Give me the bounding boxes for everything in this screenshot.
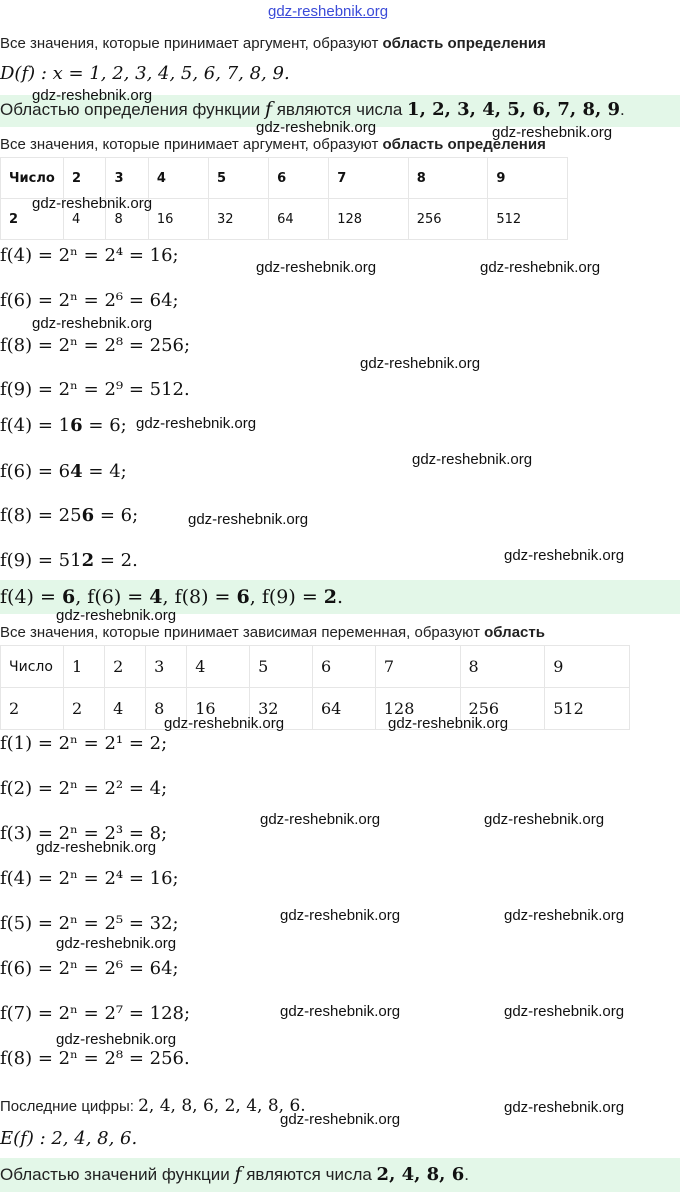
ans-bold: 6 [236, 586, 250, 608]
ans-bold: 4 [149, 586, 163, 608]
last-digits-line [0, 1096, 306, 1116]
range-answer [0, 1163, 469, 1185]
calc-line: f(9) = 2ⁿ = 2⁹ = 512. [0, 379, 190, 400]
watermark: gdz-reshebnik.org [32, 315, 153, 332]
table-cell: 64 [312, 688, 375, 730]
watermark: gdz-reshebnik.org [188, 511, 309, 528]
watermark: gdz-reshebnik.org [260, 811, 381, 828]
table-cell: 4 [64, 199, 106, 240]
ans-sep: , [162, 586, 175, 608]
table-header-row [1, 646, 630, 688]
table-cell: Число [1, 158, 64, 199]
ld-bold: 2 [81, 550, 95, 571]
table-cell: 16 [187, 688, 250, 730]
ans-pre: f(4) = [0, 586, 62, 608]
last-digit-line [0, 550, 138, 571]
answer-end: . [464, 1165, 469, 1184]
ans-sep: , [249, 586, 262, 608]
calc-line: f(4) = 2ⁿ = 2⁴ = 16; [0, 245, 179, 266]
calc-line: f(6) = 2ⁿ = 2⁶ = 64; [0, 958, 179, 979]
answer-text: Областью значений функции [0, 1165, 235, 1184]
table-cell: 64 [269, 199, 329, 240]
watermark: gdz-reshebnik.org [36, 839, 157, 856]
ld-post: = 2. [94, 550, 138, 571]
table-row [1, 688, 630, 730]
table-cell: 4 [105, 688, 146, 730]
watermark: gdz-reshebnik.org [360, 355, 481, 372]
ans-bold: 6 [61, 586, 76, 608]
calc-line: f(8) = 2ⁿ = 2⁸ = 256; [0, 335, 191, 356]
watermark: gdz-reshebnik.org [484, 811, 605, 828]
watermark: gdz-reshebnik.org [56, 1031, 177, 1048]
watermark: gdz-reshebnik.org [56, 607, 177, 624]
intro-bold: область определения [382, 136, 546, 153]
ld-post: = 6; [94, 505, 139, 526]
watermark: gdz-reshebnik.org [32, 195, 153, 212]
ans-sep: . [337, 586, 344, 608]
table-cell: 128 [329, 199, 409, 240]
intro-text: Все значения, которые принимает аргумент, образуют [0, 35, 383, 52]
table-cell: 9 [545, 646, 630, 688]
table-cell: 512 [488, 199, 568, 240]
table-cell: 2 [64, 158, 106, 199]
calc-line: f(2) = 2ⁿ = 2² = 4; [0, 778, 168, 799]
ans-pre: f(9) = [261, 586, 324, 608]
table-cell: 2 [1, 199, 64, 240]
table-cell: 5 [250, 646, 313, 688]
table-cell: 512 [545, 688, 630, 730]
ans-bold: 2 [323, 586, 338, 608]
last-digit-line [0, 505, 138, 526]
table-cell: 256 [408, 199, 488, 240]
table-header-row [1, 158, 568, 199]
table-cell: 3 [106, 158, 148, 199]
ld-bold: 4 [70, 461, 83, 482]
watermark: gdz-reshebnik.org [504, 547, 625, 564]
table-cell: 3 [146, 646, 187, 688]
table-cell: 2 [64, 688, 105, 730]
ans-pre: f(8) = [174, 586, 237, 608]
watermark: gdz-reshebnik.org [388, 715, 509, 732]
section3-intro [0, 624, 545, 641]
values-answer [0, 586, 343, 608]
ld-bold: 6 [81, 505, 95, 526]
table-cell: 128 [375, 688, 460, 730]
answer-f: f [234, 1163, 242, 1185]
domain-formula: D(f) : x = 1, 2, 3, 4, 5, 6, 7, 8, 9. [0, 63, 290, 84]
watermark: gdz-reshebnik.org [492, 124, 613, 141]
ld-pre: f(4) = 1 [0, 415, 71, 436]
watermark: gdz-reshebnik.org [280, 1003, 401, 1020]
intro-bold: область определения [382, 35, 546, 52]
answer-mid: являются числа [241, 1165, 377, 1184]
calc-line: f(1) = 2ⁿ = 2¹ = 2; [0, 733, 168, 754]
ld-post: = 6; [82, 415, 127, 436]
section2-intro [0, 136, 546, 153]
last-digit-line [0, 461, 127, 482]
intro-text: Все значения, которые принимает аргумент, образуют [0, 136, 383, 153]
answer-numbers: 2, 4, 8, 6 [376, 1164, 465, 1185]
table-cell: Число [1, 646, 64, 688]
ld-pre: f(8) = 25 [0, 505, 82, 526]
table-cell: 7 [375, 646, 460, 688]
watermark: gdz-reshebnik.org [504, 1099, 625, 1116]
digits-label: Последние цифры: [0, 1098, 139, 1115]
watermark: gdz-reshebnik.org [56, 935, 177, 952]
intro-text: Все значения, которые принимает зависимая переменная, образуют [0, 624, 485, 641]
answer-numbers: 1, 2, 3, 4, 5, 6, 7, 8, 9 [407, 99, 621, 120]
ld-pre: f(9) = 51 [0, 550, 82, 571]
table-cell: 5 [209, 158, 269, 199]
answer-text: Областью определения функции [0, 100, 265, 119]
answer-f: f [264, 98, 272, 120]
digits-values: 2, 4, 8, 6, 2, 4, 8, 6. [138, 1096, 306, 1116]
calc-line: f(3) = 2ⁿ = 2³ = 8; [0, 823, 168, 844]
table-cell: 7 [329, 158, 409, 199]
watermark: gdz-reshebnik.org [164, 715, 285, 732]
section1-intro [0, 35, 546, 52]
calc-line: f(6) = 2ⁿ = 2⁶ = 64; [0, 290, 179, 311]
watermark: gdz-reshebnik.org [480, 259, 601, 276]
watermark: gdz-reshebnik.org [256, 119, 377, 136]
answer-mid: являются числа [272, 100, 408, 119]
table-cell: 6 [269, 158, 329, 199]
watermark: gdz-reshebnik.org [280, 1111, 401, 1128]
values-table-2 [0, 645, 630, 730]
watermark: gdz-reshebnik.org [280, 907, 401, 924]
watermark: gdz-reshebnik.org [412, 451, 533, 468]
table-cell: 1 [64, 646, 105, 688]
ans-sep: , [75, 586, 88, 608]
table-cell: 6 [312, 646, 375, 688]
table-cell: 32 [250, 688, 313, 730]
calc-line: f(8) = 2ⁿ = 2⁸ = 256. [0, 1048, 190, 1069]
watermark: gdz-reshebnik.org [504, 1003, 625, 1020]
table-cell: 4 [148, 158, 208, 199]
watermark: gdz-reshebnik.org [504, 907, 625, 924]
table-cell: 32 [209, 199, 269, 240]
watermark: gdz-reshebnik.org [136, 415, 257, 432]
watermark: gdz-reshebnik.org [256, 259, 377, 276]
table-cell: 8 [146, 688, 187, 730]
table-cell: 8 [106, 199, 148, 240]
last-digit-line [0, 415, 127, 436]
top-watermark-link[interactable]: gdz-reshebnik.org [268, 3, 389, 20]
ld-post: = 4; [82, 461, 127, 482]
answer-end: . [620, 100, 625, 119]
ld-bold: 6 [70, 415, 83, 436]
table-cell: 16 [148, 199, 208, 240]
ld-pre: f(6) = 6 [0, 461, 71, 482]
calc-line: f(5) = 2ⁿ = 2⁵ = 32; [0, 913, 179, 934]
table-cell: 9 [488, 158, 568, 199]
ans-pre: f(6) = [87, 586, 150, 608]
intro-bold: область [484, 624, 545, 641]
table-cell: 4 [187, 646, 250, 688]
table-cell: 8 [460, 646, 545, 688]
table-cell: 8 [408, 158, 488, 199]
table-cell: 2 [1, 688, 64, 730]
calc-line: f(7) = 2ⁿ = 2⁷ = 128; [0, 1003, 191, 1024]
table-cell: 256 [460, 688, 545, 730]
table-cell: 2 [105, 646, 146, 688]
calc-line: f(4) = 2ⁿ = 2⁴ = 16; [0, 868, 179, 889]
range-formula: E(f) : 2, 4, 8, 6. [0, 1128, 138, 1149]
watermark: gdz-reshebnik.org [32, 87, 153, 104]
